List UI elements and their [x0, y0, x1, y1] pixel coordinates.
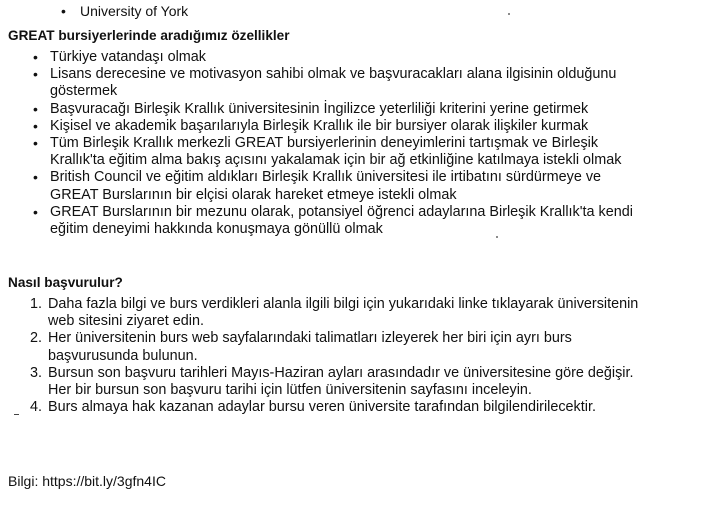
- list-item: [0, 399, 721, 416]
- line: Kişisel ve akademik başarılarıyla Birleşik Krallık ile bir bursiyer olarak ilişkiler kurmak: [50, 117, 589, 134]
- step-number: 2.: [30, 330, 43, 347]
- step-number: 3.: [30, 364, 43, 381]
- top-list: [0, 3, 721, 20]
- section-heading-how-to-apply: Nasıl başvurulur?: [8, 275, 123, 290]
- info-link-text: Bilgi: https://bit.ly/3gfn4IC: [8, 473, 166, 489]
- list-item: [0, 101, 721, 118]
- list-item: [0, 118, 721, 135]
- line: Başvuracağı Birleşik Krallık üniversitesinin İngilizce yeterliliği kriterini yerine getirmek: [50, 100, 589, 117]
- line: GREAT Burslarının bir elçisi olarak hareket etmeye istekli olmak: [50, 186, 457, 203]
- line: Her bir bursun son başvuru tarihi için lütfen üniversitenin sayfasını inceleyin.: [48, 382, 532, 399]
- list-item: [0, 66, 721, 100]
- line: Krallık'ta eğitim alma bakış açısını yakalamak için bir ağ etkinliğine katılmaya istekli olmak: [50, 152, 622, 169]
- list-item: [0, 330, 721, 364]
- scan-speck: [508, 13, 510, 15]
- step-number: 4.: [30, 399, 43, 416]
- line: Türkiye vatandaşı olmak: [50, 49, 206, 65]
- line: Her üniversitenin burs web sayfalarındaki talimatları izleyerek her biri için ayrı burs: [48, 330, 572, 347]
- list-item: [0, 135, 721, 169]
- list-item: [0, 204, 721, 238]
- scan-speck: [496, 236, 498, 238]
- line: Tüm Birleşik Krallık merkezli GREAT bursiyerlerinin deneyimlerini tartışmak ve Birleşik: [50, 135, 599, 152]
- line: göstermek: [50, 83, 118, 100]
- step-number: 1.: [30, 296, 43, 312]
- line: British Council ve eğitim aldıkları Birleşik Krallık üniversitesi ile irtibatını sürdürmeye ve: [50, 169, 602, 186]
- line: Daha fazla bilgi ve burs verdikleri alanla ilgili bilgi için yukarıdaki linke tıklayarak üniversitenin: [48, 296, 639, 312]
- steps-list: [0, 296, 721, 416]
- list-item: [0, 365, 721, 399]
- section-heading-criteria: GREAT bursiyerlerinde aradığımız özellikler: [8, 28, 290, 43]
- list-item: [0, 49, 721, 66]
- list-item-text: University of York: [80, 3, 189, 19]
- line: başvurusunda bulunun.: [48, 347, 198, 364]
- line: GREAT Burslarının bir mezunu olarak, potansiyel öğrenci adaylarına Birleşik Krallık'ta kendi: [50, 203, 633, 220]
- list-item: [0, 296, 721, 330]
- line: Lisans derecesine ve motivasyon sahibi olmak ve başvuracakları alana ilgisinin olduğunu: [50, 66, 617, 83]
- list-item: [0, 169, 721, 203]
- line: Bursun son başvuru tarihleri Mayıs-Haziran ayları arasındadır ve üniversitesine göre değişir.: [48, 364, 634, 381]
- line: Burs almaya hak kazanan adaylar bursu veren üniversite tarafından bilgilendirilecektir.: [48, 399, 596, 416]
- line: web sitesini ziyaret edin.: [48, 313, 204, 330]
- line: eğitim deneyimi hakkında konuşmaya gönüllü olmak: [50, 221, 383, 238]
- scan-mark: [14, 414, 19, 415]
- criteria-list: [0, 49, 721, 238]
- list-item: [0, 3, 721, 20]
